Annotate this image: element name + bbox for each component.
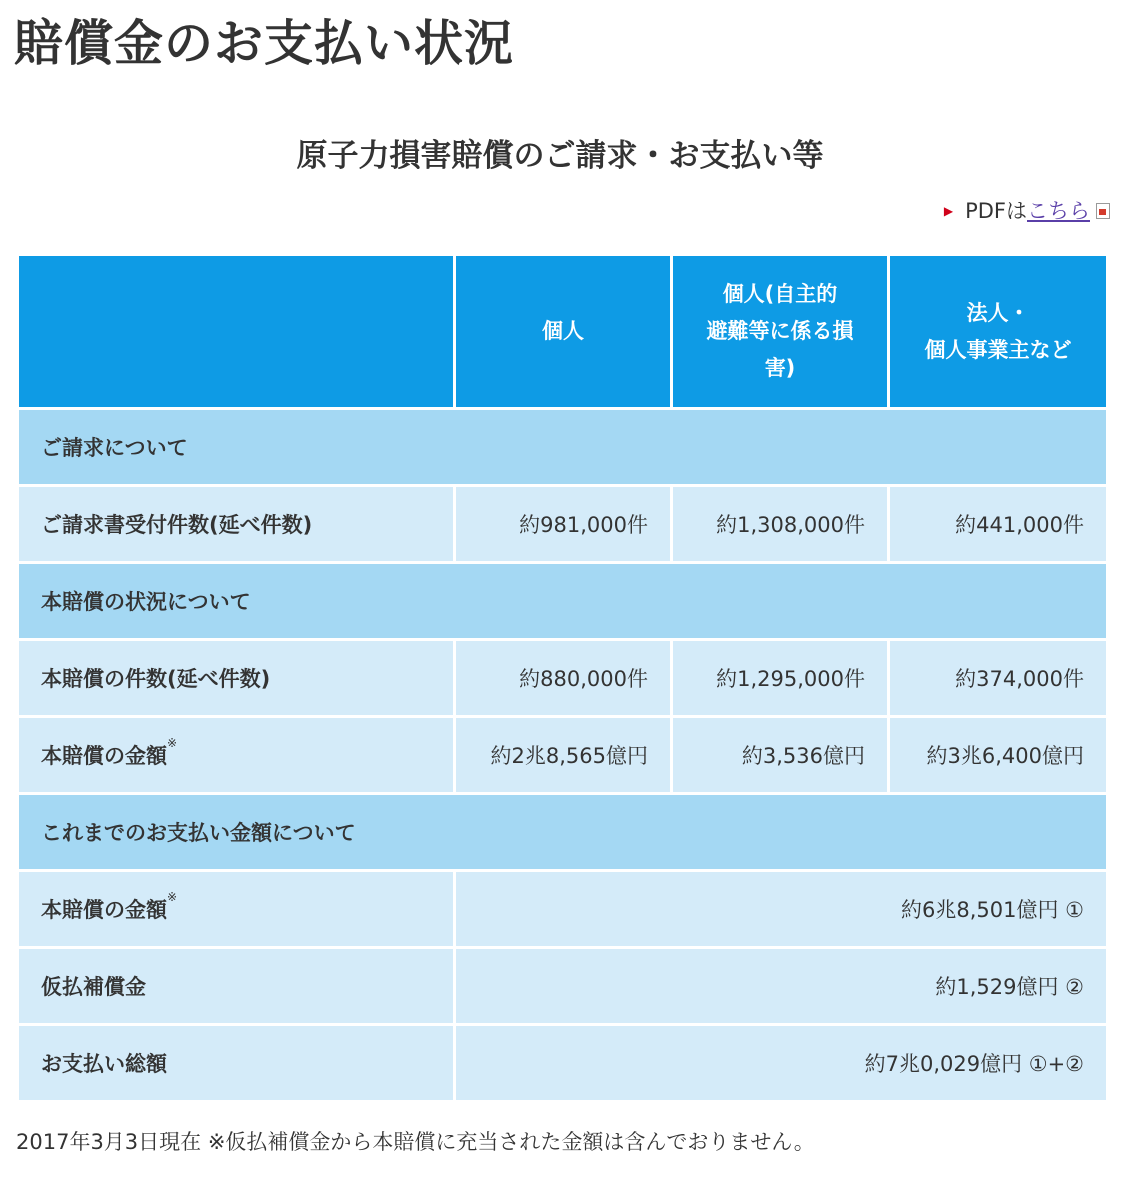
footnote-mark: ※ — [167, 736, 178, 750]
pdf-file-icon — [1096, 203, 1110, 219]
category-title: ご請求について — [18, 409, 1108, 486]
category-title: 本賠償の状況について — [18, 563, 1108, 640]
header-cell-corporate: 法人・ 個人事業主など — [889, 255, 1108, 409]
table-header-row — [18, 255, 1108, 409]
row-label-text: 仮払補償金 — [41, 975, 146, 999]
header-cell-individual: 個人 — [455, 255, 672, 409]
header-cell-individual-voluntary-evacuation: 個人(自主的 避難等に係る損 害) — [672, 255, 889, 409]
row-label-text: 本賠償の金額 — [41, 898, 167, 922]
table-row — [18, 948, 1108, 1025]
value-cell: 約3兆6,400億円 — [889, 717, 1108, 794]
row-label — [18, 948, 455, 1025]
value-cell: 約981,000件 — [455, 486, 672, 563]
value-cell: 約374,000件 — [889, 640, 1108, 717]
value-cell: 約3,536億円 — [672, 717, 889, 794]
value-cell: 約1,308,000件 — [672, 486, 889, 563]
row-label — [18, 1025, 455, 1102]
value-cell: 約2兆8,565億円 — [455, 717, 672, 794]
compensation-table — [16, 253, 1109, 1103]
value-cell: 約441,000件 — [889, 486, 1108, 563]
value-cell: 約880,000件 — [455, 640, 672, 717]
category-row — [18, 563, 1108, 640]
footnote-mark: ※ — [167, 890, 178, 904]
arrow-right-icon: ▶ — [943, 204, 954, 218]
category-title: これまでのお支払い金額について — [18, 794, 1108, 871]
total-value-cell: 約1,529億円 ② — [455, 948, 1108, 1025]
page-title: 賠償金のお支払い状況 — [14, 15, 515, 72]
header-cell-empty — [18, 255, 455, 409]
total-value-cell: 約7兆0,029億円 ①+② — [455, 1025, 1108, 1102]
value-cell: 約1,295,000件 — [672, 640, 889, 717]
row-label — [18, 871, 455, 948]
table-row — [18, 1025, 1108, 1102]
table-row — [18, 486, 1108, 563]
table-row — [18, 717, 1108, 794]
row-label-text: 本賠償の件数(延べ件数) — [41, 667, 271, 691]
pdf-link-prefix: PDFは — [965, 199, 1027, 223]
table-row — [18, 640, 1108, 717]
row-label-text: お支払い総額 — [41, 1052, 167, 1076]
row-label — [18, 717, 455, 794]
pdf-link-row — [944, 196, 1110, 226]
pdf-download-link[interactable]: こちら — [1027, 199, 1090, 223]
section-heading: 原子力損害賠償のご請求・お支払い等 — [296, 138, 824, 174]
table-row — [18, 871, 1108, 948]
category-row — [18, 794, 1108, 871]
row-label — [18, 640, 455, 717]
row-label — [18, 486, 455, 563]
row-label-text: ご請求書受付件数(延べ件数) — [41, 513, 313, 537]
footnote: 2017年3月3日現在 ※仮払補償金から本賠償に充当された金額は含んでおりません。 — [16, 1130, 815, 1154]
category-row — [18, 409, 1108, 486]
total-value-cell: 約6兆8,501億円 ① — [455, 871, 1108, 948]
row-label-text: 本賠償の金額 — [41, 744, 167, 768]
